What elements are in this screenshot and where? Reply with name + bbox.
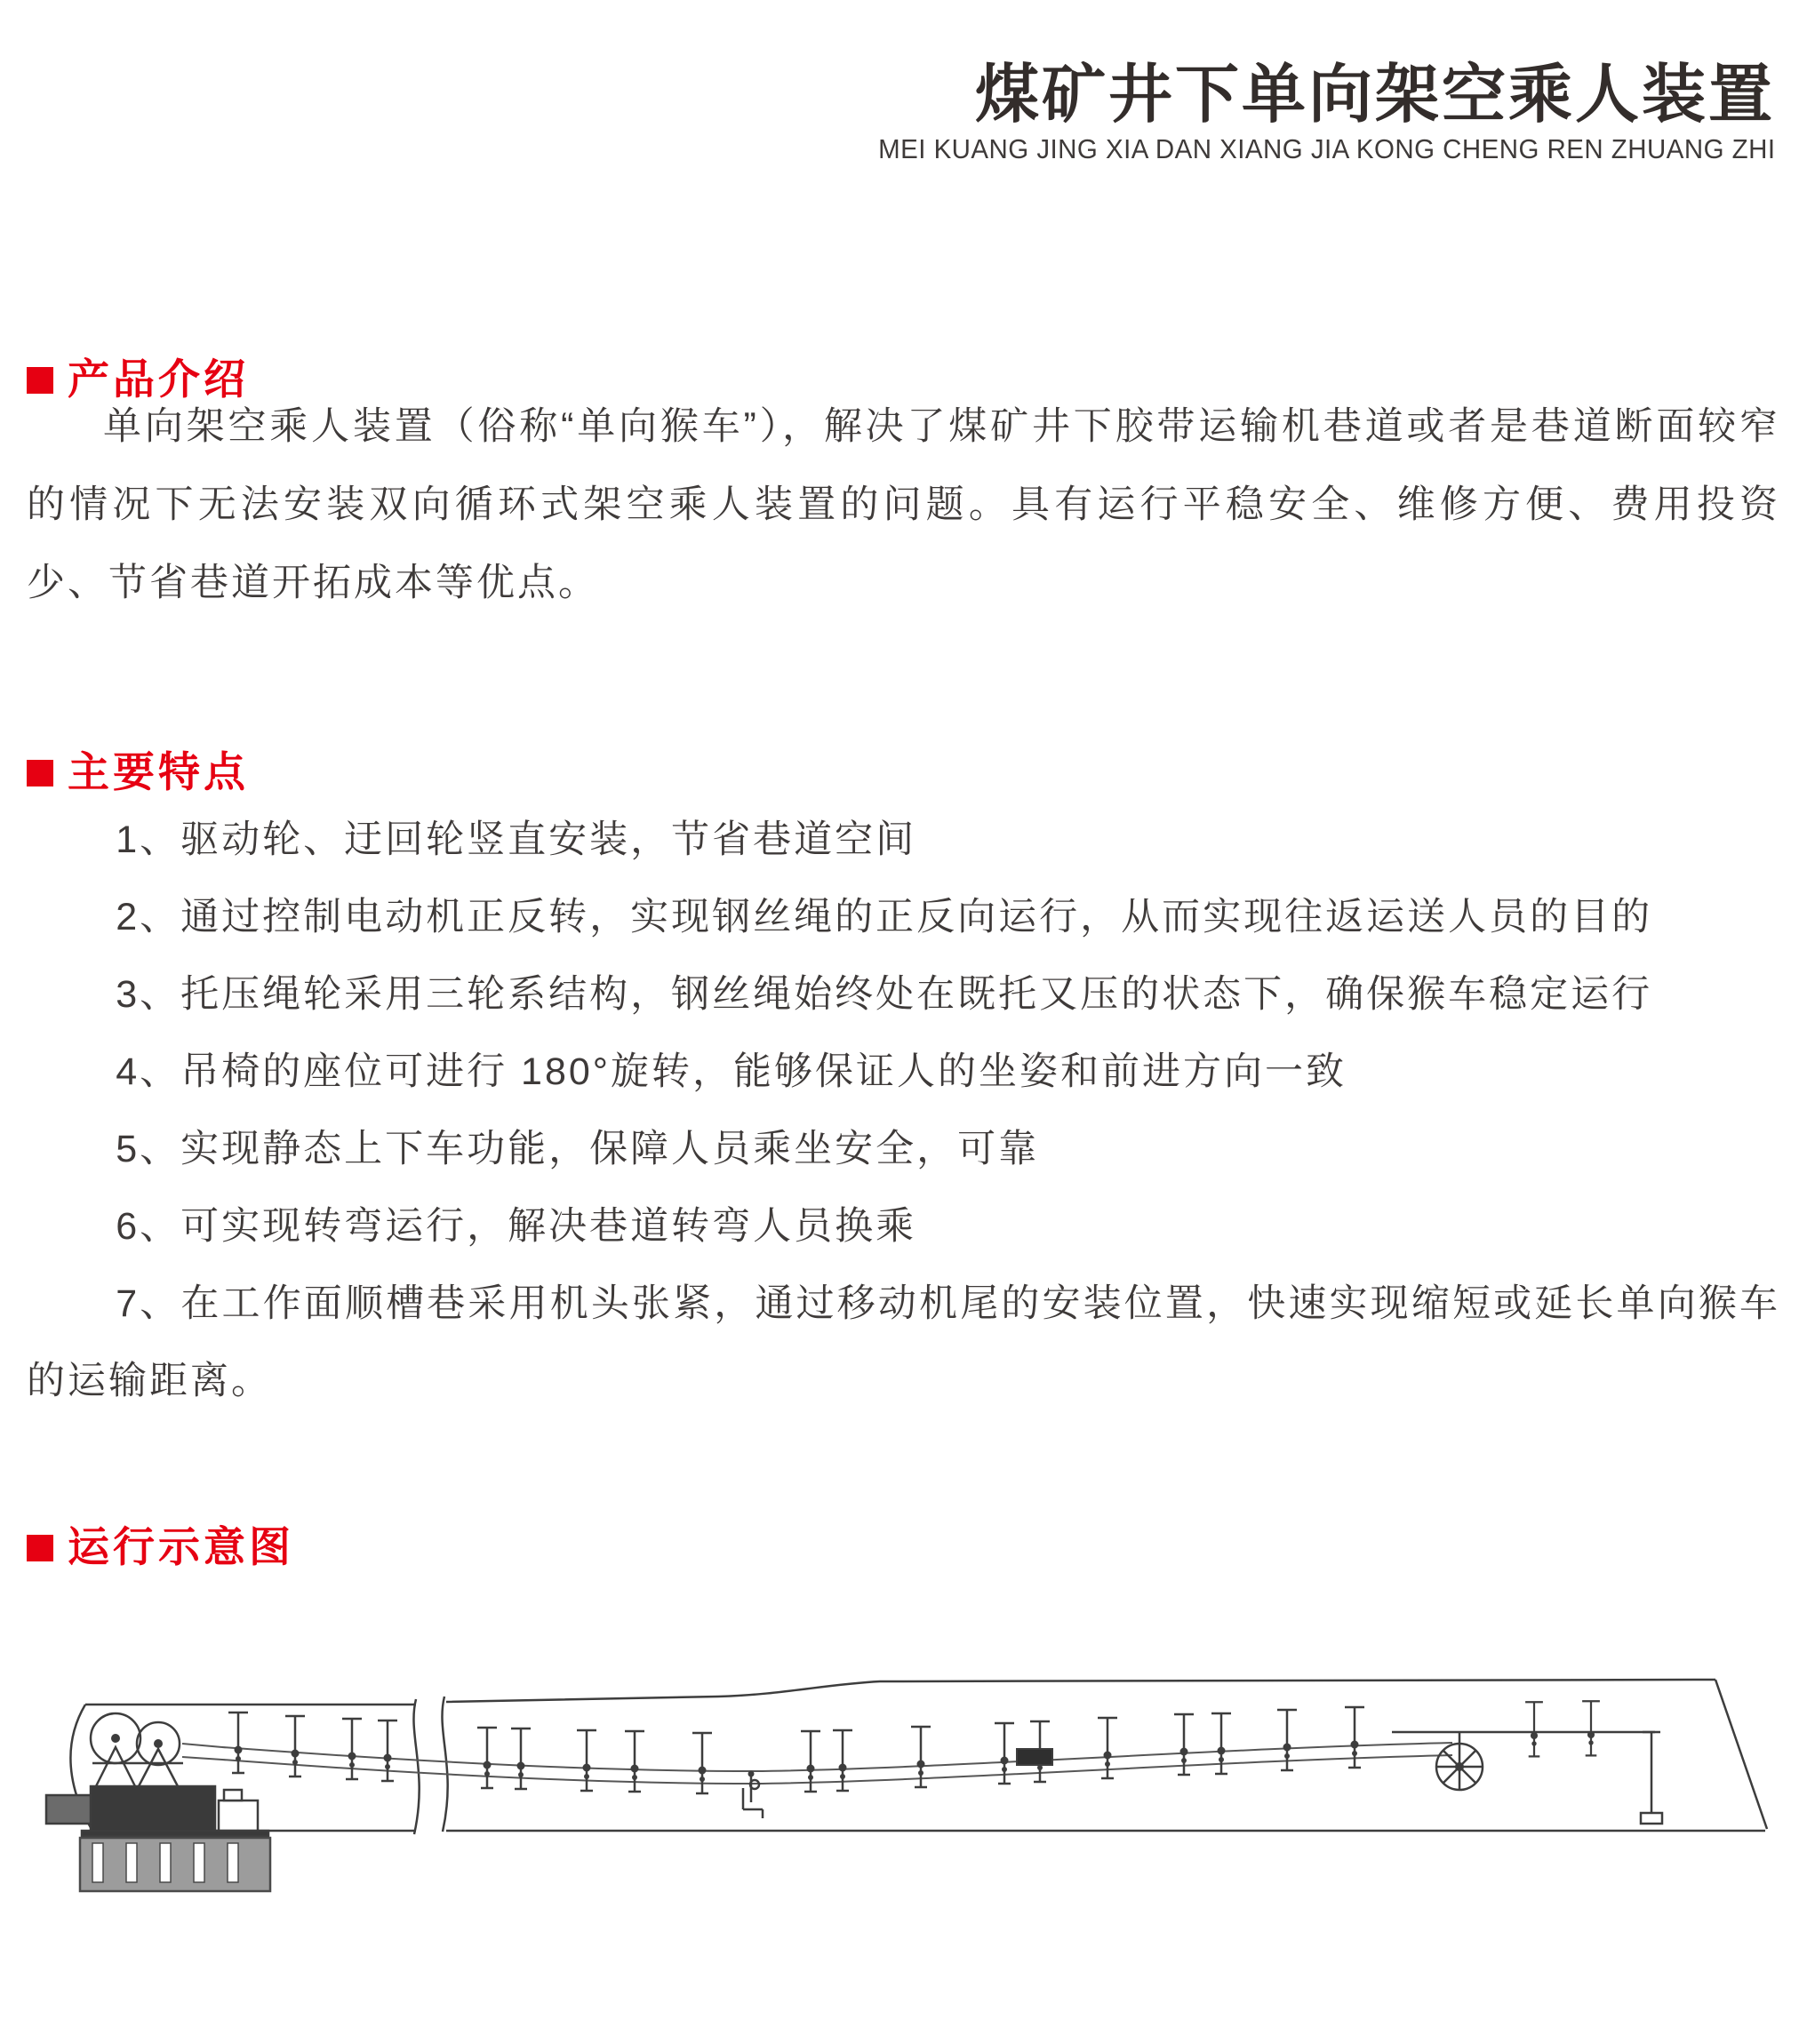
diagram-heading-label: 运行示意图	[68, 1523, 294, 1570]
features-list	[27, 802, 1780, 1420]
red-square-bullet-icon	[27, 1535, 53, 1561]
feature-item-5: 5、实现静态上下车功能，保障人员乘坐安全，可靠	[116, 1128, 1040, 1170]
feature-item-4: 4、吊椅的座位可进行 180°旋转，能够保证人的坐姿和前进方向一致	[116, 1050, 1347, 1093]
feature-item-7: 7、在工作面顺槽巷采用机头张紧，通过移动机尾的安装位置，快速实现缩短或延长单向猴车的运输距离。	[27, 1282, 1780, 1402]
feature-item-1: 1、驱动轮、迂回轮竖直安装，节省巷道空间	[116, 818, 917, 861]
haulage-rope	[182, 1743, 1452, 1784]
feature-item-6: 6、可实现转弯运行，解决巷道转弯人员换乘	[116, 1205, 917, 1248]
page-subtitle-pinyin: MEI KUANG JING XIA DAN XIANG JIA KONG CHENG REN ZHUANG ZHI	[877, 133, 1775, 164]
mid-tension-device	[1017, 1749, 1052, 1765]
page-title: 煤矿井下单向架空乘人装置	[974, 60, 1775, 131]
feature-item-3: 3、托压绳轮采用三轮系结构，钢丝绳始终处在既托又压的状态下，确保猴车稳定运行	[116, 973, 1653, 1016]
tunnel-outline	[70, 1680, 1767, 1834]
features-heading-label: 主要特点	[68, 748, 249, 795]
section-heading-features	[27, 739, 249, 799]
intro-paragraph: 单向架空乘人装置（俗称“单向猴车”），解决了煤矿井下胶带运输机巷道或者是巷道断面较窄的情况下无法安装双向循环式架空乘人装置的问题。具有运行平稳安全、维修方便、费用投资少、节省巷道开拓成本等优点。	[27, 405, 1780, 604]
tail-return-wheel	[1392, 1732, 1655, 1790]
tail-anchor	[1641, 1732, 1662, 1824]
red-square-bullet-icon	[27, 760, 53, 786]
section-heading-diagram	[27, 1514, 294, 1574]
rope-hangers	[228, 1701, 1600, 1793]
feature-item-2: 2、通过控制电动机正反转，实现钢丝绳的正反向运行，从而实现往返运送人员的目的	[116, 896, 1653, 938]
hanging-chair	[743, 1771, 763, 1819]
foundation	[80, 1838, 270, 1891]
drive-station	[46, 1713, 268, 1836]
intro-heading-label: 产品介绍	[68, 355, 249, 403]
